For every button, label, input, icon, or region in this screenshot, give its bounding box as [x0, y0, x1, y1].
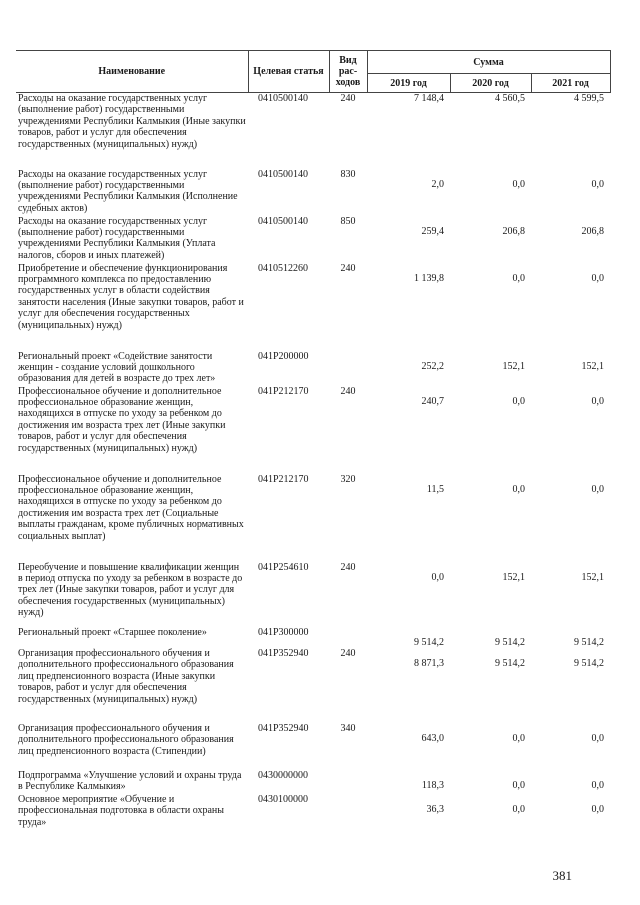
page-number: 381: [552, 868, 572, 883]
row-sum-2021: 0,0: [591, 178, 605, 190]
header-type: Вид рас-ходов: [329, 51, 367, 93]
row-target-code: 0410512260: [258, 262, 308, 274]
row-sum-2019: 252,2: [421, 360, 444, 372]
row-sum-2020: 0,0: [512, 272, 525, 284]
header-year-2019: 2019 год: [367, 74, 450, 93]
row-name: Переобучение и повышение квалификации женщин в период отпуска по уходу за ребенком в возрасте до трех лет (Иные закупки товаров, работ и услуг для обеспечения государственных (муниципальных) нужд): [18, 561, 243, 619]
row-expense-type: 240: [340, 385, 356, 397]
row-target-code: 041P200000: [258, 350, 309, 362]
row-expense-type: 240: [340, 93, 356, 104]
row-expense-type: 340: [340, 722, 356, 734]
row-name: Расходы на оказание государственных услуг (выполнение работ) государственными учреждениями Республики Калмыкия (Иные закупки товаров, работ и услуг для обеспечения государственных (муниципальных) нужд): [18, 93, 246, 150]
row-sum-2021: 0,0: [591, 779, 605, 791]
row-expense-type: 240: [340, 647, 356, 659]
table-row: [16, 263, 610, 351]
row-name: Региональный проект «Старшее поколение»: [18, 626, 207, 638]
table-row: [16, 351, 610, 386]
row-name: Приобретение и обеспечение функционирования программного комплекса по предоставлению государственных услуг в области содействия занятости населения (Иные закупки товаров, работ и услуг для обеспечения государственных (муниципальных) нужд): [18, 262, 244, 331]
header-sum: Сумма: [367, 51, 610, 74]
row-name: Профессиональное обучение и дополнительное профессиональное образование женщин, находящихся в отпуске по уходу за ребенком до достижения им возраста трех лет (Социальные выплаты гражданам, кроме публичных нормативных социальных выплат): [18, 473, 244, 542]
row-sum-2021: 4 599,5: [574, 93, 605, 104]
row-sum-2021: 0,0: [591, 803, 605, 815]
row-sum-2019: 118,3: [421, 779, 444, 791]
row-sum-2019: 9 514,2: [414, 636, 444, 648]
row-expense-type: 320: [340, 473, 356, 485]
row-name: Расходы на оказание государственных услуг (выполнение работ) государственными учреждениями Республики Калмыкия (Уплата налогов, сборов и иных платежей): [18, 215, 216, 261]
budget-table: [16, 50, 611, 830]
row-target-code: 041P352940: [258, 722, 309, 734]
row-sum-2020: 152,1: [502, 360, 525, 372]
header-year-2021: 2021 год: [531, 74, 610, 93]
row-name: Подпрограмма «Улучшение условий и охраны труда в Республике Калмыкия»: [18, 769, 242, 793]
row-sum-2019: 240,7: [421, 395, 444, 407]
row-target-code: 041P352940: [258, 647, 309, 659]
row-sum-2019: 643,0: [421, 732, 444, 744]
row-sum-2019: 0,0: [431, 571, 444, 583]
row-target-code: 041P212170: [258, 385, 309, 397]
row-sum-2019: 36,3: [426, 803, 444, 815]
table-row: [16, 723, 610, 770]
table-row: [16, 648, 610, 723]
row-sum-2020: 9 514,2: [495, 636, 525, 648]
row-sum-2020: 9 514,2: [495, 657, 525, 669]
row-name: Организация профессионального обучения и дополнительного профессионального образования лиц предпенсионного возраста (Стипендии): [18, 722, 234, 757]
row-sum-2020: 0,0: [512, 779, 525, 791]
row-sum-2019: 259,4: [421, 225, 444, 237]
row-expense-type: [329, 794, 367, 830]
table-header: [16, 51, 610, 93]
row-sum-2019: 2,0: [431, 178, 444, 190]
row-expense-type: 830: [340, 168, 356, 180]
row-sum-2020: 206,8: [502, 225, 525, 237]
table-body: [16, 93, 610, 830]
row-sum-2021: 206,8: [581, 225, 605, 237]
table-row: [16, 386, 610, 474]
row-sum-2021: 152,1: [581, 571, 605, 583]
row-sum-2020: 152,1: [502, 571, 525, 583]
row-sum-2021: 152,1: [581, 360, 605, 372]
row-name: Основное мероприятие «Обучение и профессиональная подготовка в области охраны труда»: [18, 793, 224, 828]
table-row: [16, 216, 610, 263]
row-target-code: 041P212170: [258, 473, 309, 485]
row-sum-2019: 11,5: [426, 483, 444, 495]
table-row: [16, 794, 610, 830]
row-sum-2019: 8 871,3: [414, 657, 444, 669]
row-sum-2020: 0,0: [512, 395, 525, 407]
header-name: Наименование: [16, 51, 248, 93]
row-name: Расходы на оказание государственных услуг (выполнение работ) государственными учреждениями Республики Калмыкия (Исполнение судебных актов): [18, 168, 238, 214]
table-row: [16, 93, 610, 169]
row-sum-2020: 4 560,5: [495, 93, 525, 104]
row-sum-2021: 0,0: [591, 395, 605, 407]
row-sum-2020: 0,0: [512, 178, 525, 190]
row-expense-type: 240: [340, 262, 356, 274]
row-sum-2020: 0,0: [512, 483, 525, 495]
row-sum-2020: 0,0: [512, 732, 525, 744]
row-sum-2021: 9 514,2: [574, 636, 605, 648]
row-name: Профессиональное обучение и дополнительное профессиональное образование женщин, находящихся в отпуске по уходу за ребенком до достижения им возраста трех лет (Иные закупки товаров, работ и услуг для обеспечения государственных (муниципальных) нужд): [18, 385, 226, 454]
row-target-code: 0430100000: [258, 793, 308, 805]
table-row: [16, 770, 610, 794]
row-target-code: 041P300000: [258, 626, 309, 638]
row-sum-2020: 0,0: [512, 803, 525, 815]
header-target: Целевая статья: [248, 51, 329, 93]
row-expense-type: [329, 627, 367, 648]
row-target-code: 0410500140: [258, 215, 308, 227]
row-sum-2019: 1 139,8: [414, 272, 444, 284]
row-sum-2021: 9 514,2: [574, 657, 605, 669]
row-name: Региональный проект «Содействие занятости женщин - создание условий дошкольного образования для детей в возрасте до трех лет»: [18, 350, 216, 385]
row-sum-2021: 0,0: [591, 732, 605, 744]
row-target-code: 0430000000: [258, 769, 308, 781]
row-expense-type: 240: [340, 561, 356, 573]
row-target-code: 041P254610: [258, 561, 309, 573]
row-target-code: 0410500140: [258, 93, 308, 104]
row-sum-2021: 0,0: [591, 483, 605, 495]
row-target-code: 0410500140: [258, 168, 308, 180]
row-name: Организация профессионального обучения и дополнительного профессионального образования лиц предпенсионного возраста (Иные закупки товаров, работ и услуг для обеспечения государственных (муниципальных) нужд): [18, 647, 234, 705]
row-expense-type: 850: [340, 215, 356, 227]
row-expense-type: [329, 351, 367, 386]
row-sum-2019: 7 148,4: [414, 93, 444, 104]
table-row: [16, 169, 610, 216]
table-row: [16, 562, 610, 627]
table-row: [16, 627, 610, 648]
row-expense-type: [329, 770, 367, 794]
header-year-2020: 2020 год: [450, 74, 531, 93]
table-row: [16, 474, 610, 562]
row-sum-2021: 0,0: [591, 272, 605, 284]
